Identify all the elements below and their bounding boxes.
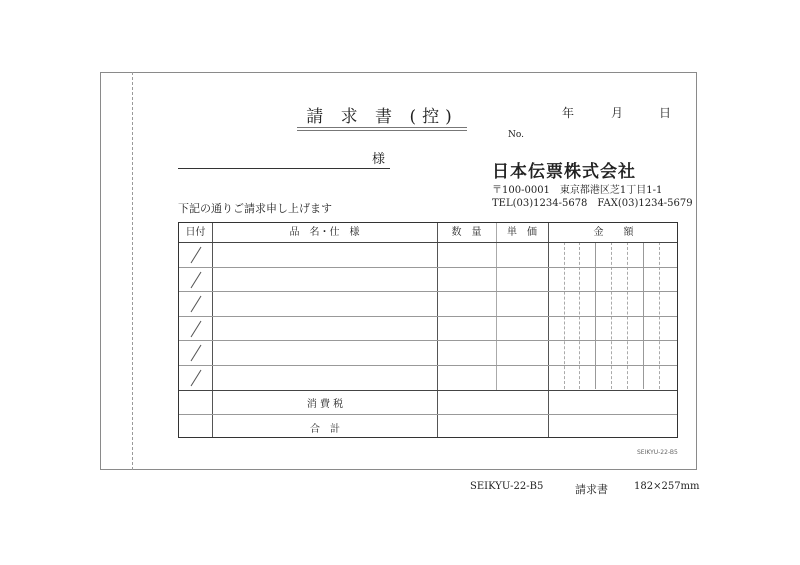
recipient-honorific: 様 [372,152,386,167]
date-slash [187,294,205,314]
row-rule [179,414,677,415]
date-slash [187,270,205,290]
row-rule [179,267,677,268]
footer-name: 請求書 [575,483,608,496]
header-unit-price: 単 価 [507,227,537,238]
company-name: 日本伝票株式会社 [492,162,636,182]
header-rule [179,242,677,243]
header-amount: 金 額 [593,227,634,238]
title-underline-bottom [297,130,467,131]
company-address: 〒100-0001 東京都港区芝1丁目1-1 [492,185,663,196]
perforation-line [132,72,133,470]
row-rule [179,390,677,391]
date-slash [187,343,205,363]
row-rule [179,365,677,366]
column-divider [437,223,438,437]
date-slash [187,368,205,388]
day-label: 日 [659,106,672,120]
form-code-small: SEIKYU-22-B5 [637,449,678,456]
date-slash [187,319,205,339]
total-label: 合 計 [310,424,340,435]
row-rule [179,316,677,317]
number-label: No. [508,130,524,140]
tax-label: 消 費 税 [306,399,344,410]
invoice-table [178,222,678,438]
header-date: 日付 [185,227,206,238]
header-quantity: 数 量 [451,227,482,238]
footer-size: 182×257mm [634,481,700,492]
row-rule [179,340,677,341]
date-slash [187,245,205,265]
month-label: 月 [611,106,624,120]
row-rule [179,291,677,292]
column-divider [548,223,549,437]
intro-text: 下記の通りご請求申し上げます [178,202,332,215]
header-item: 品 名・仕 様 [289,227,360,238]
footer-code: SEIKYU-22-B5 [470,481,544,492]
year-label: 年 [562,106,575,120]
form-title: 請 求 書 (控) [306,107,458,127]
recipient-line [178,168,390,169]
title-underline-top [297,127,467,128]
company-phone-fax: TEL(03)1234-5678 FAX(03)1234-5679 [492,198,693,209]
